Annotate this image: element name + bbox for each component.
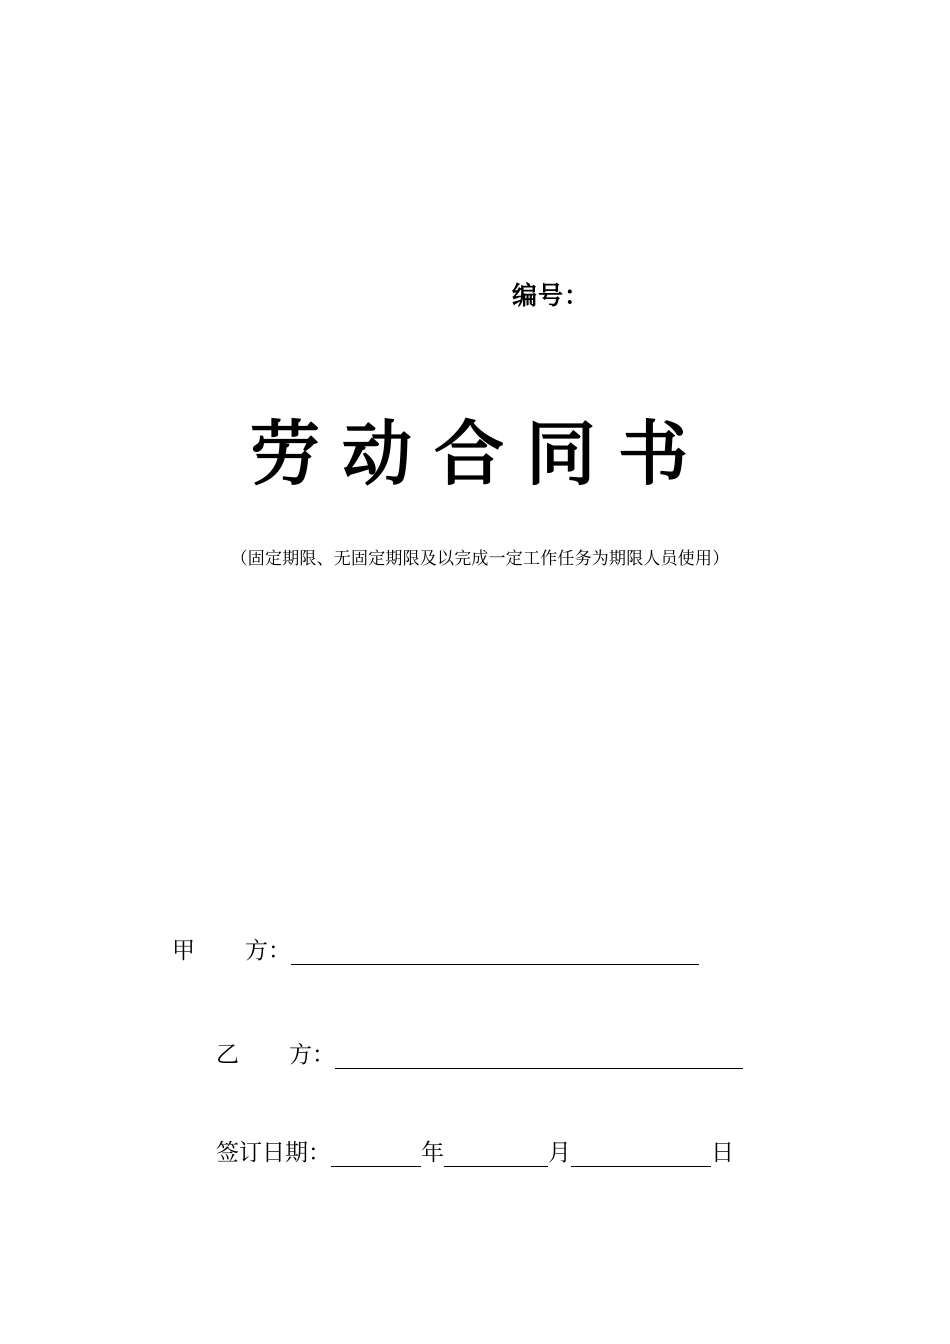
party-b-row	[216, 1036, 743, 1069]
party-a-label-char: 甲	[172, 938, 195, 964]
document-subtitle: （固定期限、无固定期限及以完成一定工作任务为期限人员使用）	[230, 549, 730, 569]
sign-date-label: 签订日期：	[216, 1140, 331, 1166]
party-a-label-suffix: 方：	[245, 938, 291, 964]
party-a-blank[interactable]	[291, 938, 699, 965]
party-b-blank[interactable]	[335, 1042, 743, 1069]
year-unit: 年	[421, 1140, 444, 1166]
party-b-label-char: 乙	[216, 1042, 239, 1068]
sign-year-blank[interactable]	[331, 1140, 421, 1167]
party-a-row	[172, 932, 699, 965]
month-unit: 月	[548, 1140, 571, 1166]
day-unit: 日	[711, 1140, 734, 1166]
sign-month-blank[interactable]	[444, 1140, 548, 1167]
party-b-label-suffix: 方：	[289, 1042, 335, 1068]
document-number-label: 编号：	[512, 281, 591, 310]
document-title: 劳动合同书	[250, 412, 710, 495]
sign-date-row	[216, 1134, 734, 1167]
sign-day-blank[interactable]	[571, 1140, 711, 1167]
